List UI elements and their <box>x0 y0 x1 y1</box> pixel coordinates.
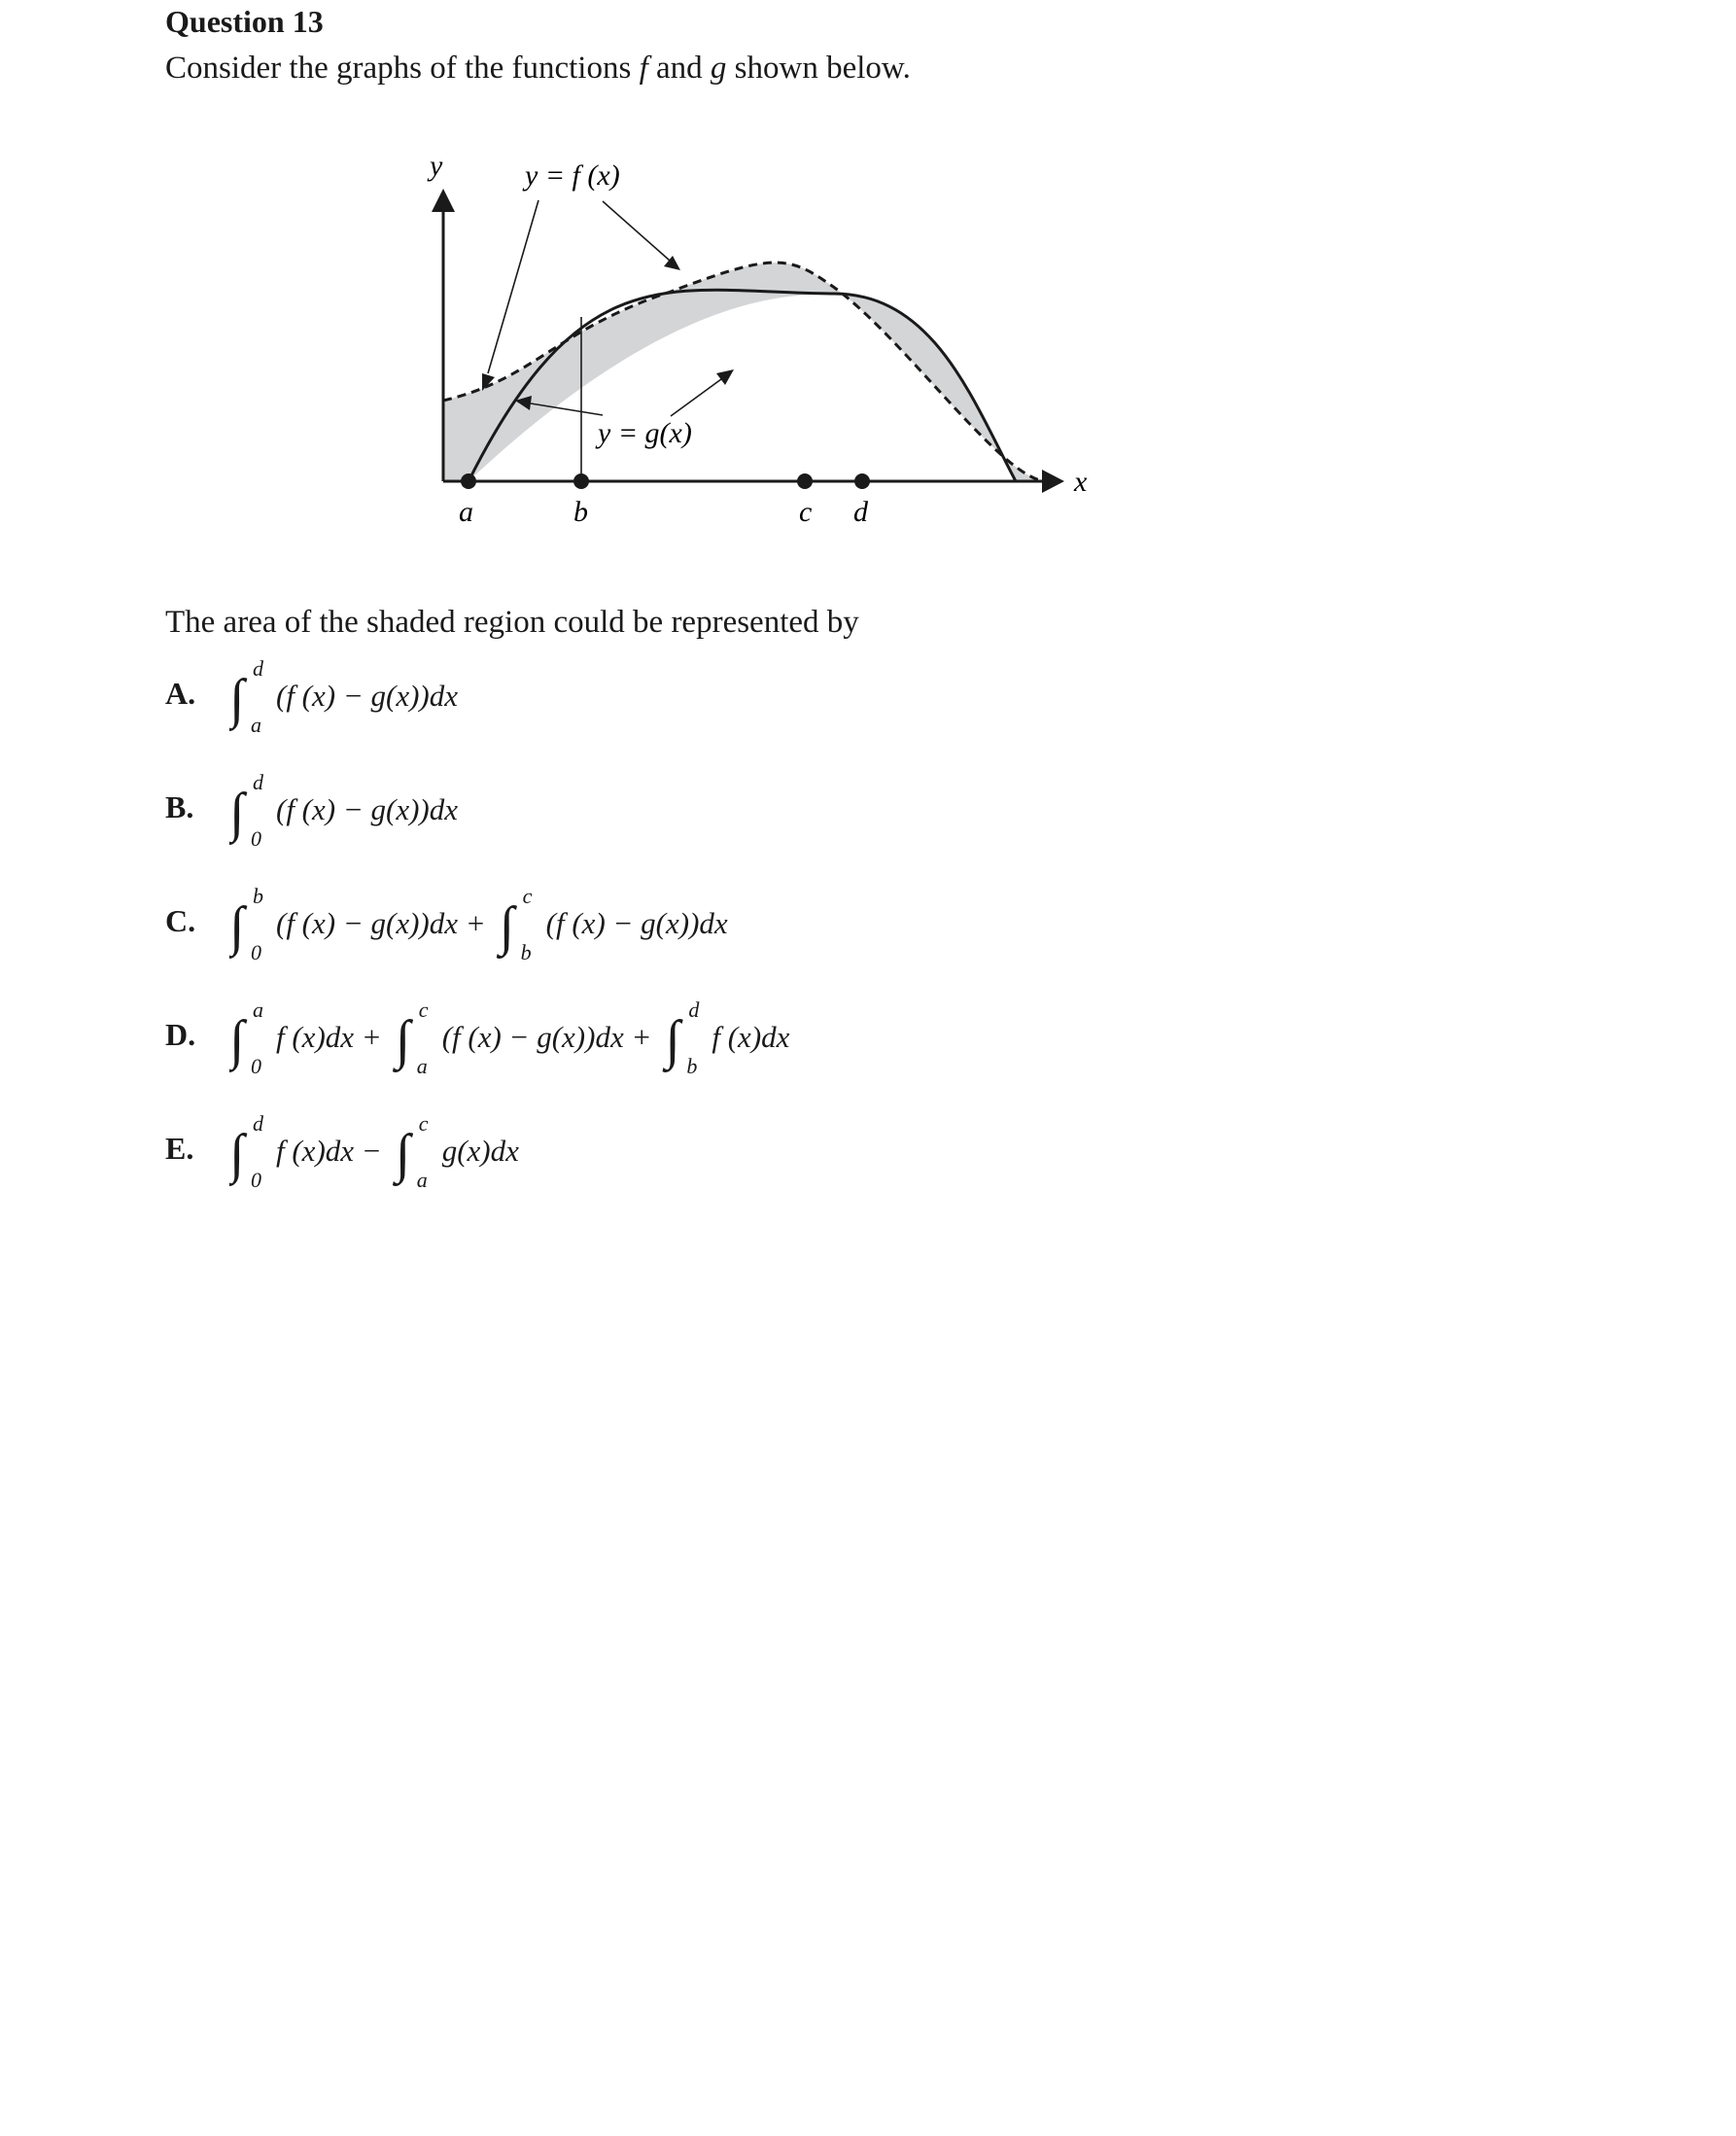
lower-limit: b <box>520 940 532 964</box>
integral-sign: ∫ <box>229 896 245 957</box>
upper-limit: c <box>418 1111 429 1136</box>
integral-sign: ∫ <box>395 1124 411 1184</box>
intro-text-start: Consider the graphs of the functions <box>165 51 632 86</box>
point-b <box>573 473 589 489</box>
integrand: (f (x) − g(x))dx + <box>276 906 486 940</box>
lower-limit: 0 <box>251 1168 261 1192</box>
tick-label-c: c <box>799 496 813 528</box>
g-label-arrow-right <box>671 379 721 416</box>
option-expression-1 <box>229 770 1104 858</box>
and-word: and <box>656 51 703 86</box>
question-title: Question 13 <box>165 4 324 39</box>
option-letter-1: B. <box>165 789 194 824</box>
option-expression-4 <box>229 1111 1104 1199</box>
g-curve-label: y = g(x) <box>598 417 692 449</box>
lower-limit: a <box>416 1168 428 1192</box>
integrand: f (x)dx + <box>276 1020 382 1054</box>
option-letter-4: E. <box>165 1131 194 1166</box>
upper-limit: d <box>253 656 263 681</box>
upper-limit: c <box>418 998 429 1022</box>
integral-sign: ∫ <box>229 669 245 729</box>
f-label-arrow-left <box>488 200 538 373</box>
integral-sign: ∫ <box>665 1010 680 1070</box>
intro-text-end: shown below. <box>734 51 911 86</box>
question-intro <box>165 51 911 87</box>
tick-label-d: d <box>853 496 868 528</box>
integrand: g(x)dx <box>441 1134 519 1168</box>
integral-sign: ∫ <box>499 896 515 957</box>
function-graph <box>389 146 1108 554</box>
option-letter-0: A. <box>165 676 196 711</box>
upper-limit: d <box>253 770 263 794</box>
integral-sign: ∫ <box>229 783 245 843</box>
upper-limit: b <box>253 884 263 908</box>
upper-limit: a <box>253 998 263 1022</box>
integral-sign: ∫ <box>229 1124 245 1184</box>
y-axis-arrow <box>432 189 455 212</box>
lower-limit: 0 <box>251 940 261 964</box>
lower-limit: b <box>686 1054 698 1078</box>
g-label-arrowhead-right <box>716 369 734 385</box>
point-a <box>461 473 476 489</box>
option-letter-2: C. <box>165 903 196 938</box>
lower-limit: a <box>251 713 261 737</box>
integrand: f (x)dx − <box>276 1134 382 1168</box>
lower-limit: 0 <box>251 1054 261 1078</box>
integral-sign: ∫ <box>229 1010 245 1070</box>
tick-label-a: a <box>459 496 473 528</box>
f-label-arrow-right <box>603 201 670 261</box>
upper-limit: d <box>688 998 700 1022</box>
integrand: f (x)dx <box>712 1020 790 1054</box>
option-expression-0 <box>229 656 1104 744</box>
point-c <box>797 473 813 489</box>
point-d <box>854 473 870 489</box>
shaded-region <box>443 263 1040 481</box>
option-expression-3 <box>229 998 1104 1085</box>
integrand: (f (x) − g(x))dx <box>545 906 728 940</box>
lower-limit: 0 <box>251 826 261 851</box>
function-f-name: f <box>639 51 648 86</box>
f-curve-label: y = f (x) <box>525 159 620 192</box>
integrand: (f (x) − g(x))dx + <box>441 1020 652 1054</box>
upper-limit: c <box>522 884 533 908</box>
tick-label-b: b <box>573 496 588 528</box>
upper-limit: d <box>253 1111 263 1136</box>
integrand: (f (x) − g(x))dx <box>276 792 458 826</box>
x-axis-arrow <box>1042 470 1064 493</box>
function-g-name: g <box>710 51 727 86</box>
question-prompt: The area of the shaded region could be represented by <box>165 605 859 640</box>
option-letter-3: D. <box>165 1017 196 1052</box>
y-axis-label: y <box>430 150 443 182</box>
x-axis-label: x <box>1074 466 1088 498</box>
integral-sign: ∫ <box>395 1010 411 1070</box>
integrand: (f (x) − g(x))dx <box>276 679 458 713</box>
option-expression-2 <box>229 884 1104 971</box>
lower-limit: a <box>416 1054 428 1078</box>
